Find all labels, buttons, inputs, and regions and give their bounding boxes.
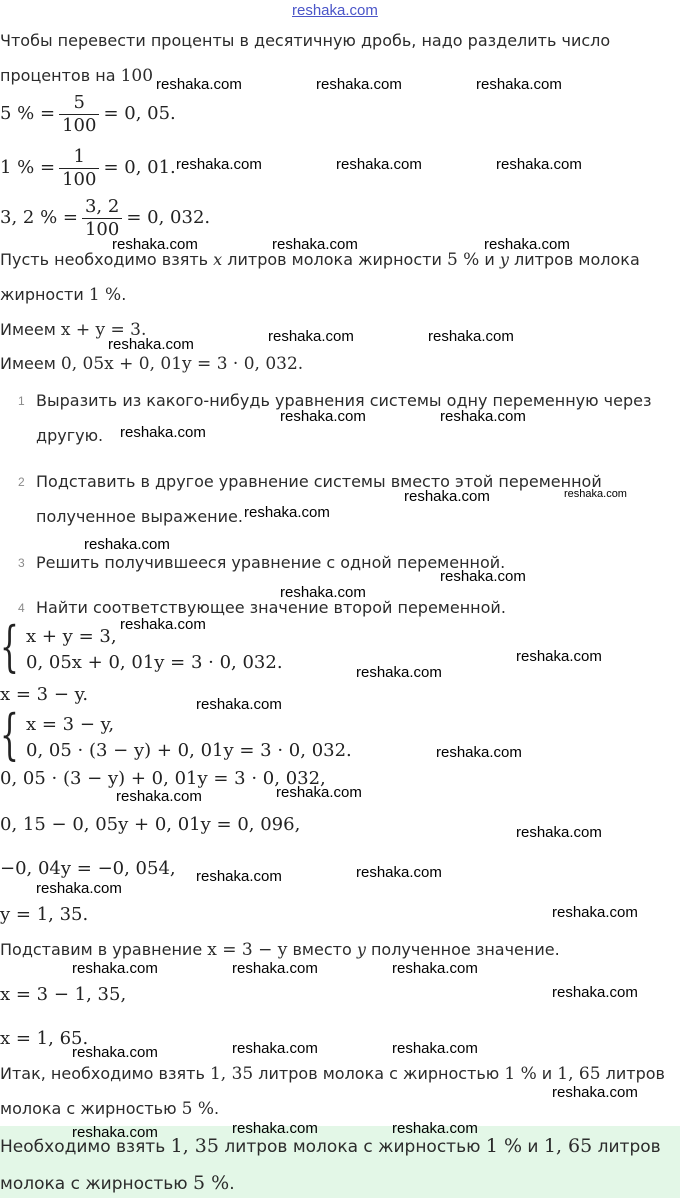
intro-line-1: Чтобы перевести проценты в десятичную дробь, надо разделить число (0, 31, 611, 50)
let-line-1: Пусть необходимо взять x литров молока жирности 5 % и y литров молока (0, 250, 640, 270)
equation-1-percent: 1 % = $\frac{1}{100}$ = 0, 01. (0, 146, 176, 190)
watermark: reshaka.com (484, 236, 570, 253)
watermark: reshaka.com (196, 868, 282, 885)
step-1-line-1: Выразить из какого-нибудь уравнения системы одну переменную через (36, 391, 652, 410)
watermark: reshaka.com (176, 156, 262, 173)
site-link[interactable]: reshaka.com (292, 2, 378, 19)
watermark: reshaka.com (316, 76, 402, 93)
watermark: reshaka.com (516, 824, 602, 841)
watermark: reshaka.com (116, 788, 202, 805)
step-1-line-2: другую. (36, 426, 104, 445)
watermark: reshaka.com (280, 408, 366, 425)
watermark: reshaka.com (440, 408, 526, 425)
watermark: reshaka.com (232, 1120, 318, 1137)
watermark: reshaka.com (108, 336, 194, 353)
equation-step-b: 0, 05 · (3 − y) + 0, 01y = 3 · 0, 032, (0, 768, 326, 789)
watermark: reshaka.com (392, 1040, 478, 1057)
watermark: reshaka.com (156, 76, 242, 93)
watermark: reshaka.com (84, 536, 170, 553)
step-3-line-1: Решить получившееся уравнение с одной переменной. (36, 553, 506, 572)
watermark: reshaka.com (36, 880, 122, 897)
watermark: reshaka.com (72, 1124, 158, 1141)
system2-row1: x = 3 − y, (26, 714, 115, 735)
watermark: reshaka.com (356, 664, 442, 681)
equation-x-expr: x = 3 − y. (0, 684, 89, 705)
equation-x-value: x = 1, 65. (0, 1028, 89, 1049)
watermark: reshaka.com (272, 236, 358, 253)
watermark: reshaka.com (356, 864, 442, 881)
equation-step-c: 0, 15 − 0, 05y + 0, 01y = 0, 096, (0, 814, 301, 835)
watermark: reshaka.com (552, 984, 638, 1001)
watermark: reshaka.com (336, 156, 422, 173)
have-line-1: Имеем x + y = 3. (0, 320, 147, 340)
have-line-2: Имеем 0, 05x + 0, 01y = 3 · 0, 032. (0, 354, 304, 374)
watermark: reshaka.com (120, 424, 206, 441)
watermark: reshaka.com (552, 1084, 638, 1101)
watermark: reshaka.com (72, 1044, 158, 1061)
equation-5-percent: 5 % = $\frac{5}{100}$ = 0, 05. (0, 92, 176, 136)
watermark: reshaka.com (120, 616, 206, 633)
system1-row1: x + y = 3, (26, 626, 117, 647)
equation-3-2-percent: 3, 2 % = $\frac{3, 2}{100}$ = 0, 032. (0, 196, 211, 240)
watermark: reshaka.com (268, 328, 354, 345)
system-brace: { (0, 703, 19, 766)
watermark: reshaka.com (436, 744, 522, 761)
intro-number: 100 (120, 66, 154, 86)
watermark: reshaka.com (276, 784, 362, 801)
step-number: 4 (18, 601, 25, 615)
watermark: reshaka.com (392, 960, 478, 977)
watermark: reshaka.com (564, 488, 627, 500)
system1-row2: 0, 05x + 0, 01y = 3 · 0, 032. (26, 652, 283, 673)
step-2-line-2: полученное выражение. (36, 507, 243, 526)
intro-text: процентов на (0, 66, 121, 85)
step-number: 1 (18, 394, 25, 408)
watermark: reshaka.com (476, 76, 562, 93)
equation-y-value: y = 1, 35. (0, 904, 89, 925)
watermark: reshaka.com (516, 648, 602, 665)
watermark: reshaka.com (280, 584, 366, 601)
watermark: reshaka.com (196, 696, 282, 713)
conclusion-line-2: молока с жирностью 5 %. (0, 1099, 220, 1119)
step-number: 2 (18, 475, 25, 489)
substitute-line: Подставим в уравнение x = 3 − y вместо y полученное значение. (0, 940, 560, 960)
conclusion-line-1: Итак, необходимо взять 1, 35 литров молока с жирностью 1 % и 1, 65 литров (0, 1064, 665, 1084)
step-number: 3 (18, 556, 25, 570)
answer-line-2: молока с жирностью 5 %. (0, 1172, 235, 1194)
step-2-line-1: Подставить в другое уравнение системы вместо этой переменной (36, 472, 602, 491)
answer-line-1: Необходимо взять 1, 35 литров молока с жирностью 1 % и 1, 65 литров (0, 1135, 661, 1157)
watermark: reshaka.com (428, 328, 514, 345)
watermark: reshaka.com (552, 904, 638, 921)
let-line-2: жирности 1 %. (0, 285, 127, 305)
equation-x-sub: x = 3 − 1, 35, (0, 984, 127, 1005)
step-4-line-1: Найти соответствующее значение второй переменной. (36, 598, 506, 617)
watermark: reshaka.com (392, 1120, 478, 1137)
watermark: reshaka.com (404, 488, 490, 505)
intro-line-2 (0, 66, 153, 87)
system-brace: { (0, 615, 19, 678)
watermark: reshaka.com (112, 236, 198, 253)
watermark: reshaka.com (244, 504, 330, 521)
equation-step-d: −0, 04y = −0, 054, (0, 858, 176, 879)
watermark: reshaka.com (496, 156, 582, 173)
watermark: reshaka.com (232, 960, 318, 977)
system2-row2: 0, 05 · (3 − y) + 0, 01y = 3 · 0, 032. (26, 740, 352, 761)
watermark: reshaka.com (440, 568, 526, 585)
watermark: reshaka.com (232, 1040, 318, 1057)
watermark: reshaka.com (72, 960, 158, 977)
